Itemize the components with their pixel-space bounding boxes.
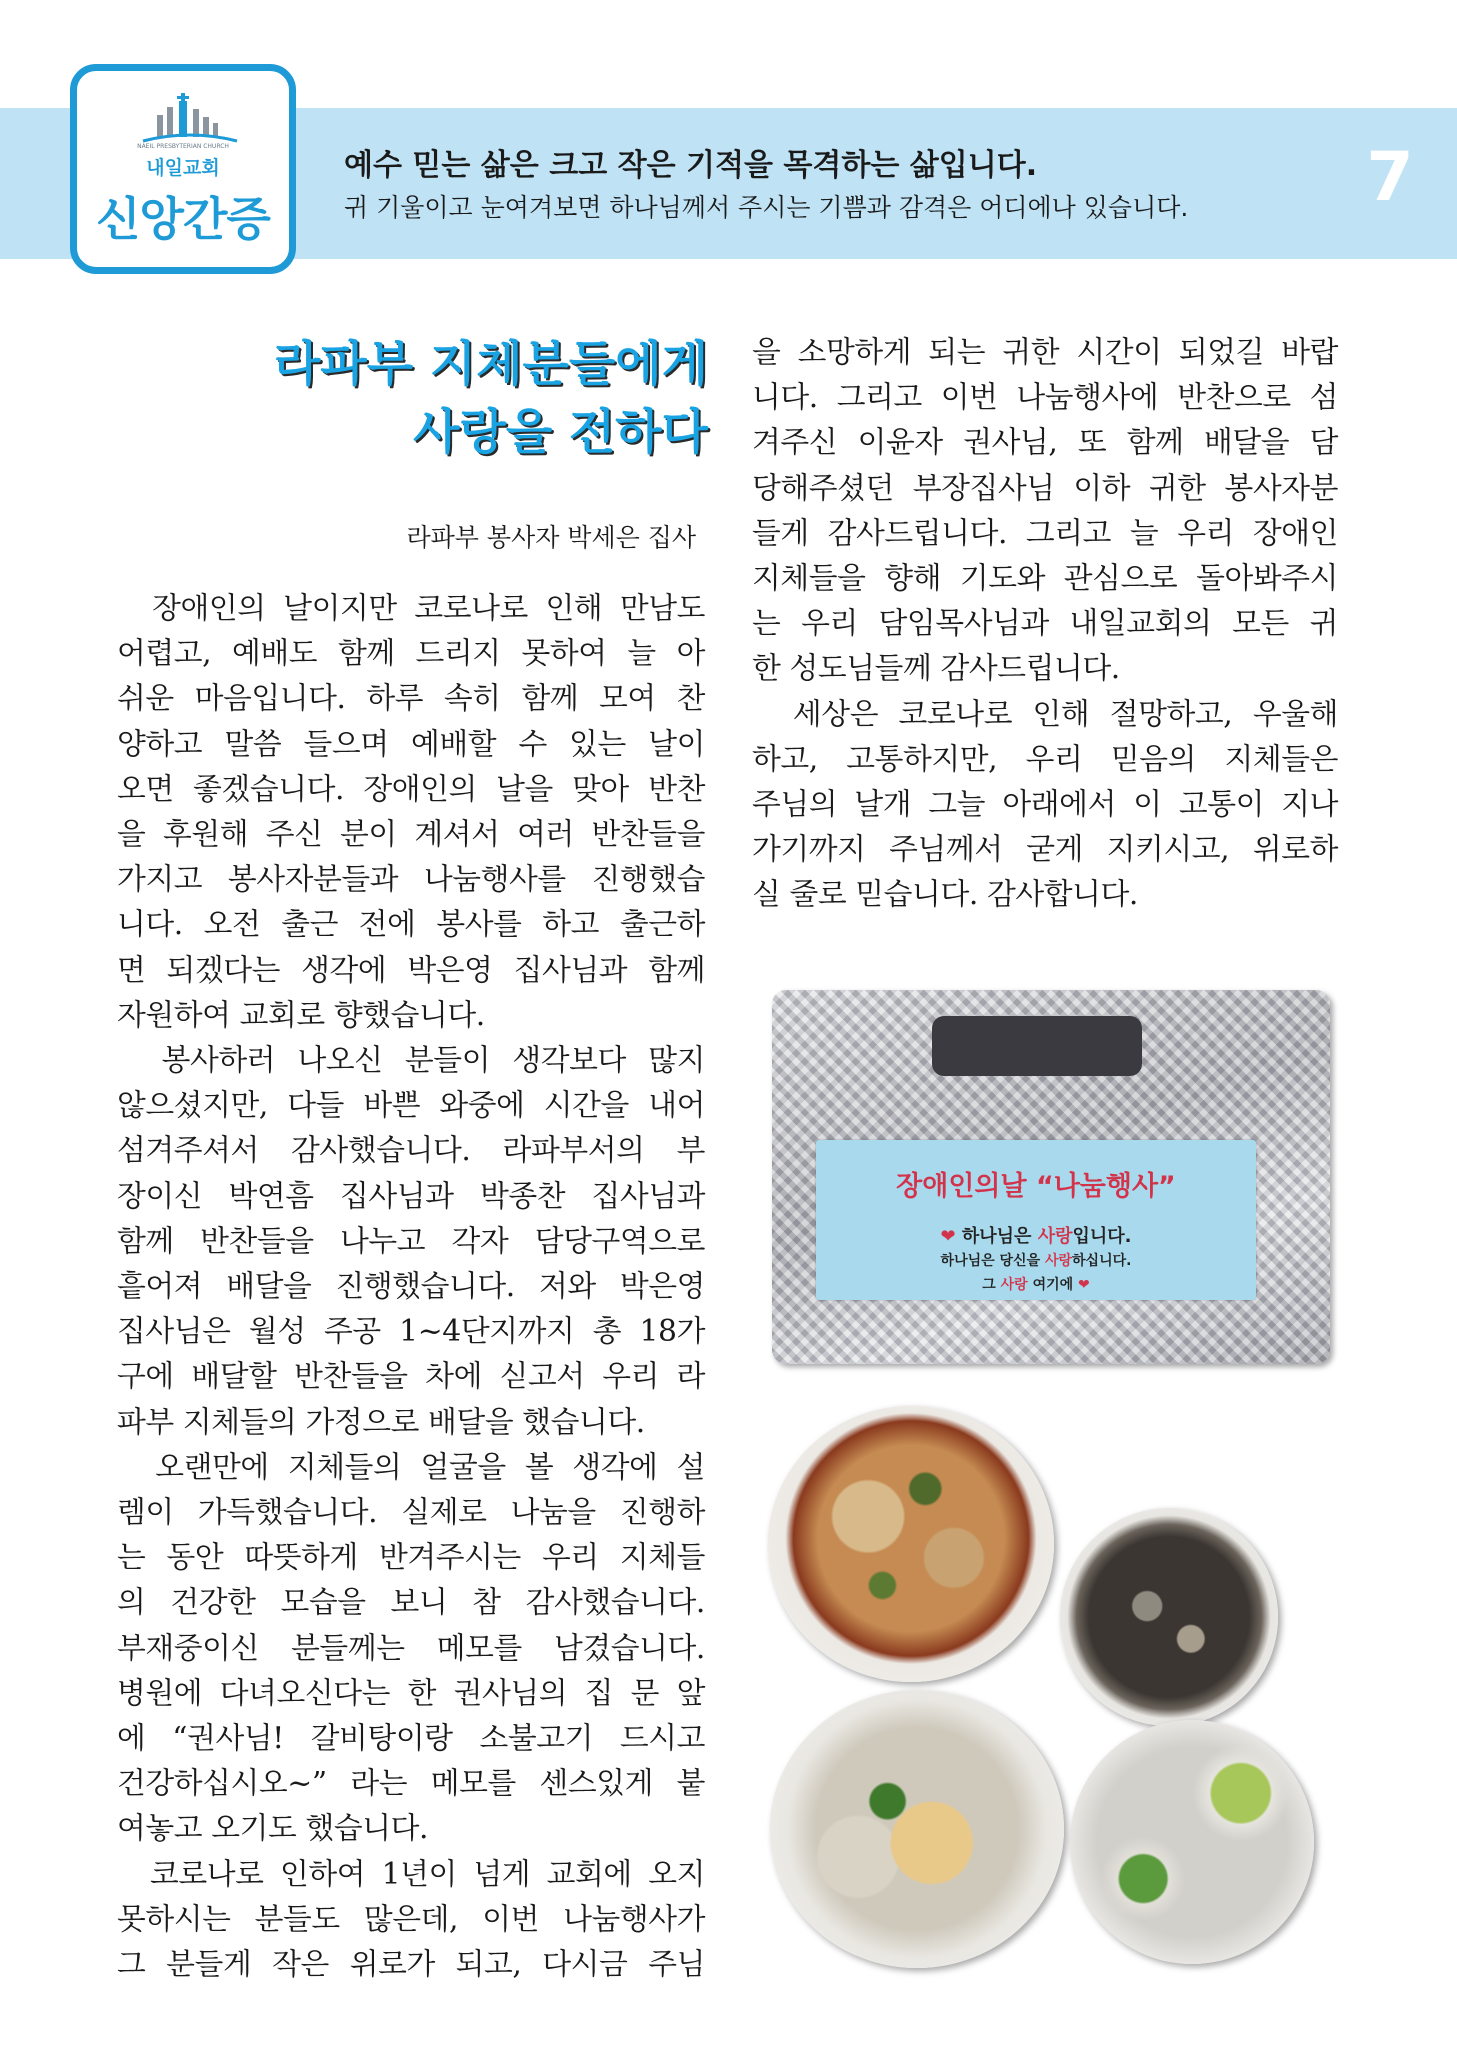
body-line: 면 되겠다는 생각에 박은영 집사님과 함께 [117,952,705,988]
body-line: 에 “권사님! 갈비탕이랑 소불고기 드시고 [117,1721,705,1757]
body-line: 세상은 코로나로 인해 절망하고, 우울해 [752,696,1338,732]
body-line: 구에 배달할 반찬들을 차에 싣고서 우리 라 [117,1359,705,1395]
body-line: 하고, 고통하지만, 우리 믿음의 지체들은 [752,741,1338,777]
body-line: 건강하십시오~” 라는 메모를 센스있게 붙 [117,1766,705,1802]
body-line: 렘이 가득했습니다. 실제로 나눔을 진행하 [117,1495,705,1531]
body-line: 그 분들게 작은 위로가 되고, 다시금 주님 [117,1947,705,1983]
body-line: 들게 감사드립니다. 그리고 늘 우리 장애인 [752,515,1338,551]
header-subtagline: 귀 기울이고 눈여겨보면 하나님께서 주시는 기쁨과 감격은 어디에나 있습니다. [344,193,1189,222]
body-line: 코로나로 인하여 1년이 넘게 교회에 오지 [117,1856,705,1892]
body-line: 겨주신 이윤자 권사님, 또 함께 배달을 담 [752,425,1338,461]
body-line: 흩어져 배달을 진행했습니다. 저와 박은영 [117,1269,705,1305]
body-line: 자원하여 교회로 향했습니다. [117,997,485,1033]
body-line: 의 건강한 모습을 보니 참 감사했습니다. [117,1585,705,1621]
body-line: 가지고 봉사자분들과 나눔행사를 진행했습 [117,862,705,898]
body-line: 부재중이신 분들께는 메모를 남겼습니다. [117,1630,705,1666]
body-line: 을 소망하게 되는 귀한 시간이 되었길 바랍 [752,335,1338,370]
article-byline: 라파부 봉사자 박세은 집사 [406,523,696,552]
body-line: 집사님은 월성 주공 1~4단지까지 총 18가 [117,1314,705,1350]
body-line: 양하고 말씀 들으며 예배할 수 있는 날이 [117,726,705,762]
body-line: 못하시는 분들도 많은데, 이번 나눔행사가 [117,1901,705,1937]
label-line-1: ❤ 하나님은 사랑입니다. [940,1226,1132,1247]
article-body-left-column [117,586,705,1987]
body-line: 봉사하러 나오신 분들이 생각보다 많지 [117,1043,705,1079]
section-logo-badge [70,64,296,274]
body-line: 장애인의 날이지만 코로나로 인해 만남도 [117,591,705,626]
body-line: 않으셨지만, 다들 바쁜 와중에 시간을 내어 [117,1088,705,1124]
photo-delivery-bag [772,990,1330,1364]
heart-icon: ❤ [1078,1277,1090,1293]
section-title: 신앙간증 [96,192,270,246]
body-line: 실 줄로 믿습니다. 감사합니다. [752,877,1138,913]
photo-side-dish-black-bean [1060,1508,1278,1726]
body-line: 지체들을 향해 기도와 관심으로 돌아봐주시 [752,561,1338,597]
label-line-2: 하나님은 당신을 사랑하십니다. [940,1253,1132,1269]
article-title-line2: 사랑을 전하다 [413,404,708,460]
body-line: 는 동안 따뜻하게 반겨주시는 우리 지체들 [117,1540,705,1576]
body-line: 함께 반찬들을 나누고 각자 담당구역으로 [117,1223,705,1259]
body-line: 쉬운 마음입니다. 하루 속히 함께 모여 찬 [117,681,705,717]
body-line: 주님의 날개 그늘 아래에서 이 고통이 지나 [752,787,1338,823]
body-line: 당해주셨던 부장집사님 이하 귀한 봉사자분 [752,470,1338,506]
body-line: 파부 지체들의 가정으로 배달을 했습니다. [117,1404,645,1440]
article-body-right-column [752,330,1338,918]
body-line: 니다. 오전 출근 전에 봉사를 하고 출근하 [117,907,705,943]
body-line: 섬겨주셔서 감사했습니다. 라파부서의 부 [117,1133,705,1169]
body-line: 어렵고, 예배도 함께 드리지 못하여 늘 아 [117,636,705,672]
photo-side-dish-chives [1070,1720,1314,1964]
church-skyline-icon [135,93,245,149]
body-line: 장이신 박연흠 집사님과 박종찬 집사님과 [117,1178,705,1214]
photo-side-dish-packed-food [770,1690,1064,1968]
heart-icon: ❤ [940,1226,956,1247]
body-line: 병원에 다녀오신다는 한 권사님의 집 문 앞 [117,1675,705,1711]
body-line: 오면 좋겠습니다. 장애인의 날을 맞아 반찬 [117,771,705,807]
body-line: 가기까지 주님께서 굳게 지키시고, 위로하 [752,832,1338,868]
article-title-line1: 라파부 지체분들에게 [273,336,708,392]
label-line-3: 그 사랑 여기에 ❤ [982,1277,1090,1293]
body-line: 는 우리 담임목사님과 내일교회의 모든 귀 [752,606,1338,642]
page-number: 7 [1366,138,1414,217]
label-title: 장애인의날 “나눔행사” [896,1171,1176,1202]
logo-subtitle: NAEIL PRESBYTERIAN CHURCH [137,143,229,150]
church-name: 내일교회 [146,157,220,179]
event-label-sign [816,1140,1256,1300]
body-line: 을 후원해 주신 분이 계셔서 여러 반찬들을 [117,817,705,853]
article-title [110,330,708,466]
body-line: 니다. 그리고 이번 나눔행사에 반찬으로 섬 [752,380,1338,416]
bag-handle-cutout [932,1016,1142,1076]
body-line: 한 성도님들께 감사드립니다. [752,651,1120,687]
body-line: 오랜만에 지체들의 얼굴을 볼 생각에 설 [117,1449,705,1485]
header-tagline: 예수 믿는 삶은 크고 작은 기적을 목격하는 삶입니다. [344,148,1038,183]
photo-side-dish-pickled-radish [768,1406,1054,1682]
body-line: 여놓고 오기도 했습니다. [117,1811,429,1847]
